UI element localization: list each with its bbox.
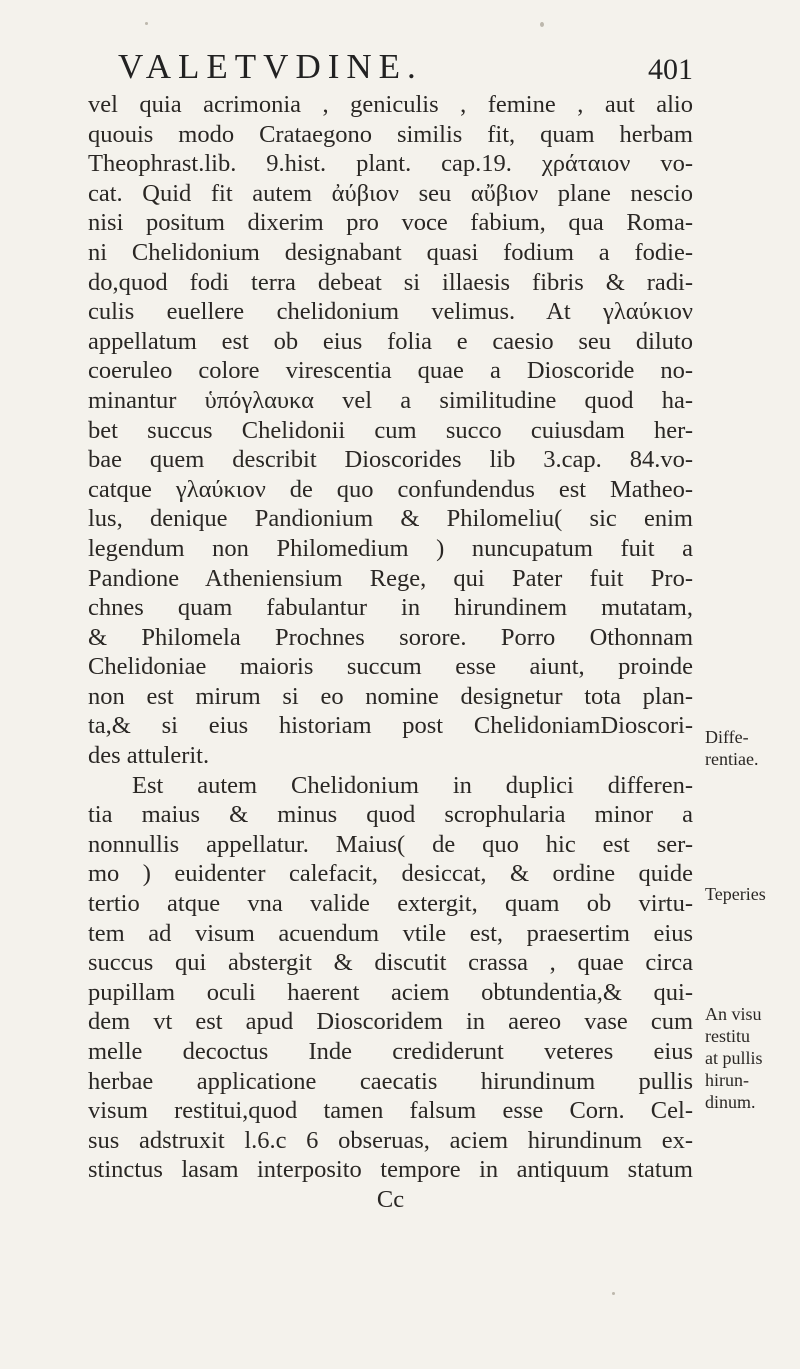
text-line: dem vt est apud Dioscoridem in aereo vase cum [88,1008,693,1036]
text-line: culis euellere chelidonium velimus. At γλαύκιον [88,298,693,326]
text-line: minantur ὑπόγλαυκα vel a similitudine quod ha- [88,386,693,414]
text-line: visum restitui,quod tamen falsum esse Corn. Cel- [88,1097,693,1125]
text-line: Est autem Chelidonium in duplici differen- [132,771,693,799]
text-line: stinctus lasam interposito tempore in antiquum statum [88,1156,693,1184]
margin-note-line: Diffe- [705,727,749,747]
text-line: bae quem describit Dioscorides lib 3.cap. 84.vo- [88,446,693,474]
paper-speck [145,22,148,25]
text-line: bet succus Chelidonii cum succo cuiusdam her- [88,416,693,444]
margin-note-line: restitu [705,1026,750,1046]
page-header [118,44,693,90]
paper-speck [540,22,544,27]
margin-note [705,883,766,905]
text-line: cat. Quid fit autem ἀύβιον seu αὔβιον plane nescio [88,179,693,207]
text-line: tem ad visum acuendum vtile est, praesertim eius [88,919,693,947]
text-line: Theophrast.lib. 9.hist. plant. cap.19. χράταιον vo- [88,150,693,178]
margin-note-line: dinum. [705,1092,756,1112]
margin-note-line: An visu [705,1004,762,1024]
text-line: pupillam oculi haerent aciem obtundentia,& qui- [88,978,693,1006]
text-line: succus qui abstergit & discutit crassa , quae circa [88,949,693,977]
text-line: appellatum est ob eius folia e caesio seu diluto [88,327,693,355]
text-line: non est mirum si eo nomine designetur tota plan- [88,682,693,710]
text-line: tia maius & minus quod scrophularia minor a [88,801,693,829]
page-number: 401 [648,53,693,86]
text-line: sus adstruxit l.6.c 6 obseruas, aciem hirundinum ex- [88,1126,693,1154]
text-line: ta,& si eius historiam post ChelidoniamDioscori- [88,712,693,740]
text-line: vel quia acrimonia , geniculis , femine , aut alio [88,91,693,118]
text-line: des attulerit. [88,742,210,770]
margin-note [705,1003,763,1113]
margin-note-line: at pullis [705,1048,763,1068]
text-line: do,quod fodi terra debeat si illaesis fibris & radi- [88,268,693,296]
running-head: VALETVDINE. [118,47,423,86]
text-line: catque γλαύκιον de quo confundendus est Matheo- [88,475,693,503]
text-line: nonnullis appellatur. Maius( de quo hic est ser- [88,830,693,858]
text-line: mo ) euidenter calefacit, desiccat, & ordine quide [88,860,693,888]
margin-note-line: hirun- [705,1070,749,1090]
text-line: ni Chelidonium designabant quasi fodium a fodie- [88,238,693,266]
signature-mark: Cc [376,1185,405,1213]
text-line: & Philomela Prochnes sorore. Porro Othonnam [88,623,693,651]
margin-note [705,726,758,770]
text-line: tertio atque vna valide extergit, quam ob virtu- [88,890,693,918]
body-text [88,90,693,1215]
text-line: coeruleo colore virescentia quae a Dioscoride no- [88,357,693,385]
text-line: quouis modo Crataegono similis fit, quam herbam [88,120,693,148]
text-line: herbae applicatione caecatis hirundinum pullis [88,1067,693,1095]
text-line: legendum non Philomedium ) nuncupatum fuit a [88,534,693,562]
paper-speck [612,1292,615,1295]
text-line: Pandione Atheniensium Rege, qui Pater fuit Pro- [88,564,693,592]
text-line: lus, denique Pandionium & Philomeliu( sic enim [88,505,693,533]
text-line: nisi positum dixerim pro voce fabium, qua Roma- [88,209,693,237]
text-line: chnes quam fabulantur in hirundinem mutatam, [88,594,693,622]
margin-note-line: rentiae. [705,749,759,769]
text-line: Chelidoniae maioris succum esse aiunt, proinde [88,653,693,681]
text-line: melle decoctus Inde crediderunt veteres eius [88,1038,693,1065]
margin-note-line: Teperies [705,884,766,904]
